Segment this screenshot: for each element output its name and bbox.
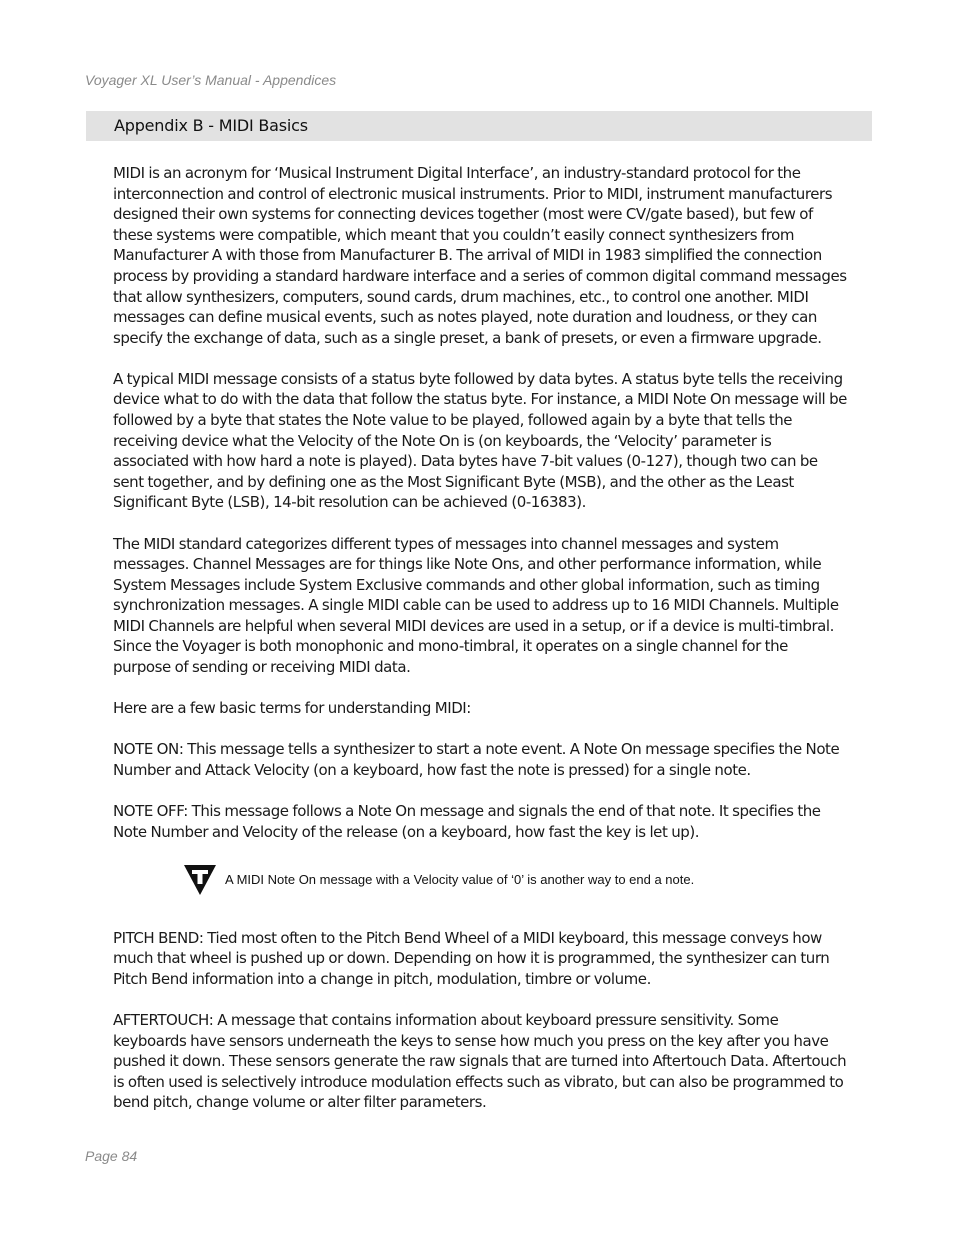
tip-icon (183, 864, 217, 896)
tip-text: A MIDI Note On message with a Velocity value of ‘0’ is another way to end a note. (225, 872, 695, 888)
paragraph-note-off: NOTE OFF: This message follows a Note On message and signals the end of that note. It specifies the Note Number and Velocity of the release (on a keyboard, how fast the key is let up). (113, 801, 821, 841)
running-header: Voyager XL User’s Manual - Appendices (85, 72, 337, 88)
paragraph-terms-intro: Here are a few basic terms for understanding MIDI: (113, 699, 471, 718)
paragraph-aftertouch: AFTERTOUCH: A message that contains information about keyboard pressure sensitivity. Some keyboards have sensors underneath the keys to sense how much you press on the key after you have pushed it down. These sensors generate the raw signals that are turned into Aftertouch Data. Aftertouch is often used is selectively introduce modulation effects such as vibrato, but can also be programmed to bend pitch, change volume or alter filter parameters. (113, 1010, 847, 1112)
tip-callout (113, 863, 848, 897)
paragraph-pitch-bend: PITCH BEND: Tied most often to the Pitch Bend Wheel of a MIDI keyboard, this message conveys how much that wheel is pushed up or down. Depending on how it is programmed, the synthesizer can turn Pitch Bend information into a change in pitch, modulation, timbre or volume. (113, 928, 830, 988)
paragraph-midi-standard: The MIDI standard categorizes different types of messages into channel messages and system messages. Channel Messages are for things like Note Ons, and other performance information, while System Messages include System Exclusive commands and other global information, such as timing synchronization messages. A single MIDI cable can be used to address up to 16 MIDI Channels. Multiple MIDI Channels are helpful when several MIDI devices are used in a setup, or if a device is multi-timbral. Since the Voyager is both monophonic and mono-timbral, it operates on a single channel for the purpose of sending or receiving MIDI data. (113, 534, 839, 677)
section-heading-bar (86, 111, 872, 141)
paragraph-note-on: NOTE ON: This message tells a synthesizer to start a note event. A Note On message specifies the Note Number and Attack Velocity (on a keyboard, how fast the note is pressed) for a single note. (113, 740, 840, 779)
paragraph-midi-intro: MIDI is an acronym for ‘Musical Instrument Digital Interface’, an industry-standard protocol for the interconnection and control of electronic musical instruments. Prior to MIDI, instrument manufacturers designed their own systems for connecting devices together (most were CV/gate based), but few of these systems were compatible, which meant that you couldn’t easily connect synthesizers from Manufacturer A with those from Manufacturer B. The arrival of MIDI in 1983 simplified the connection process by providing a standard hardware interface and a series of common digital command messages that allow synthesizers, computers, sound cards, drum machines, etc., to control one another. MIDI messages can define musical events, such as notes played, note duration and loudness, or they can specify the exchange of data, such as a single preset, a bank of presets, or even a firmware upgrade. (113, 164, 847, 347)
section-title: Appendix B - MIDI Basics (114, 116, 308, 135)
paragraph-midi-message: A typical MIDI message consists of a status byte followed by data bytes. A status byte tells the receiving device what to do with the data that follow the status byte. For instance, a MIDI Note On message will be followed by a byte that states the Note value to be played, followed again by a byte that tells the receiving device what the Velocity of the Note On is (on keyboards, the ‘Velocity’ parameter is associated with how hard a note is played). Data bytes have 7-bit values (0-127), though two can be sent together, and by defining one as the Most Significant Byte (MSB), and the other as the Least Significant Byte (LSB), 14-bit resolution can be achieved (0-16383). (113, 369, 847, 512)
body-text (113, 163, 848, 1133)
page-number: Page 84 (85, 1148, 138, 1164)
